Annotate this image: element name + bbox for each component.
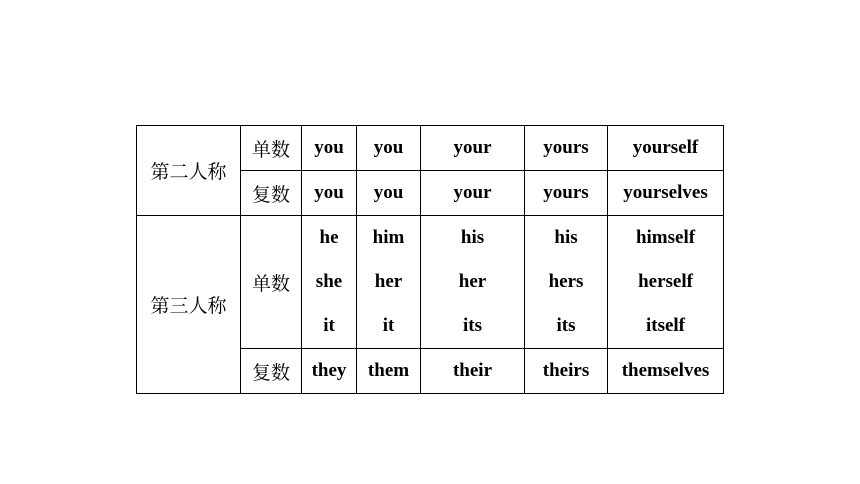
object-pronoun-cell: you [357, 171, 421, 216]
reflexive-pronoun-cell: himself [608, 216, 724, 261]
possessive-adjective-cell: your [421, 126, 525, 171]
table-row [137, 216, 724, 261]
number-label-singular: 单数 [241, 216, 302, 349]
personal-pronoun-table [136, 125, 724, 394]
number-label-plural: 复数 [241, 349, 302, 394]
reflexive-pronoun-cell: itself [608, 304, 724, 349]
number-label-plural: 复数 [241, 171, 302, 216]
reflexive-pronoun-cell: yourself [608, 126, 724, 171]
possessive-pronoun-cell: hers [525, 260, 608, 304]
object-pronoun-cell: them [357, 349, 421, 394]
possessive-pronoun-cell: yours [525, 126, 608, 171]
possessive-adjective-cell: its [421, 304, 525, 349]
possessive-adjective-cell: her [421, 260, 525, 304]
object-pronoun-cell: you [357, 126, 421, 171]
number-label-singular: 单数 [241, 126, 302, 171]
possessive-adjective-cell: their [421, 349, 525, 394]
person-label-third: 第三人称 [137, 216, 241, 394]
reflexive-pronoun-cell: themselves [608, 349, 724, 394]
reflexive-pronoun-cell: herself [608, 260, 724, 304]
possessive-pronoun-cell: yours [525, 171, 608, 216]
subject-pronoun-cell: you [302, 126, 357, 171]
object-pronoun-cell: him [357, 216, 421, 261]
possessive-pronoun-cell: his [525, 216, 608, 261]
subject-pronoun-cell: she [302, 260, 357, 304]
subject-pronoun-cell: it [302, 304, 357, 349]
person-label-second: 第二人称 [137, 126, 241, 216]
possessive-pronoun-cell: its [525, 304, 608, 349]
possessive-adjective-cell: his [421, 216, 525, 261]
subject-pronoun-cell: you [302, 171, 357, 216]
object-pronoun-cell: her [357, 260, 421, 304]
possessive-pronoun-cell: theirs [525, 349, 608, 394]
subject-pronoun-cell: they [302, 349, 357, 394]
object-pronoun-cell: it [357, 304, 421, 349]
subject-pronoun-cell: he [302, 216, 357, 261]
table-row [137, 126, 724, 171]
reflexive-pronoun-cell: yourselves [608, 171, 724, 216]
possessive-adjective-cell: your [421, 171, 525, 216]
